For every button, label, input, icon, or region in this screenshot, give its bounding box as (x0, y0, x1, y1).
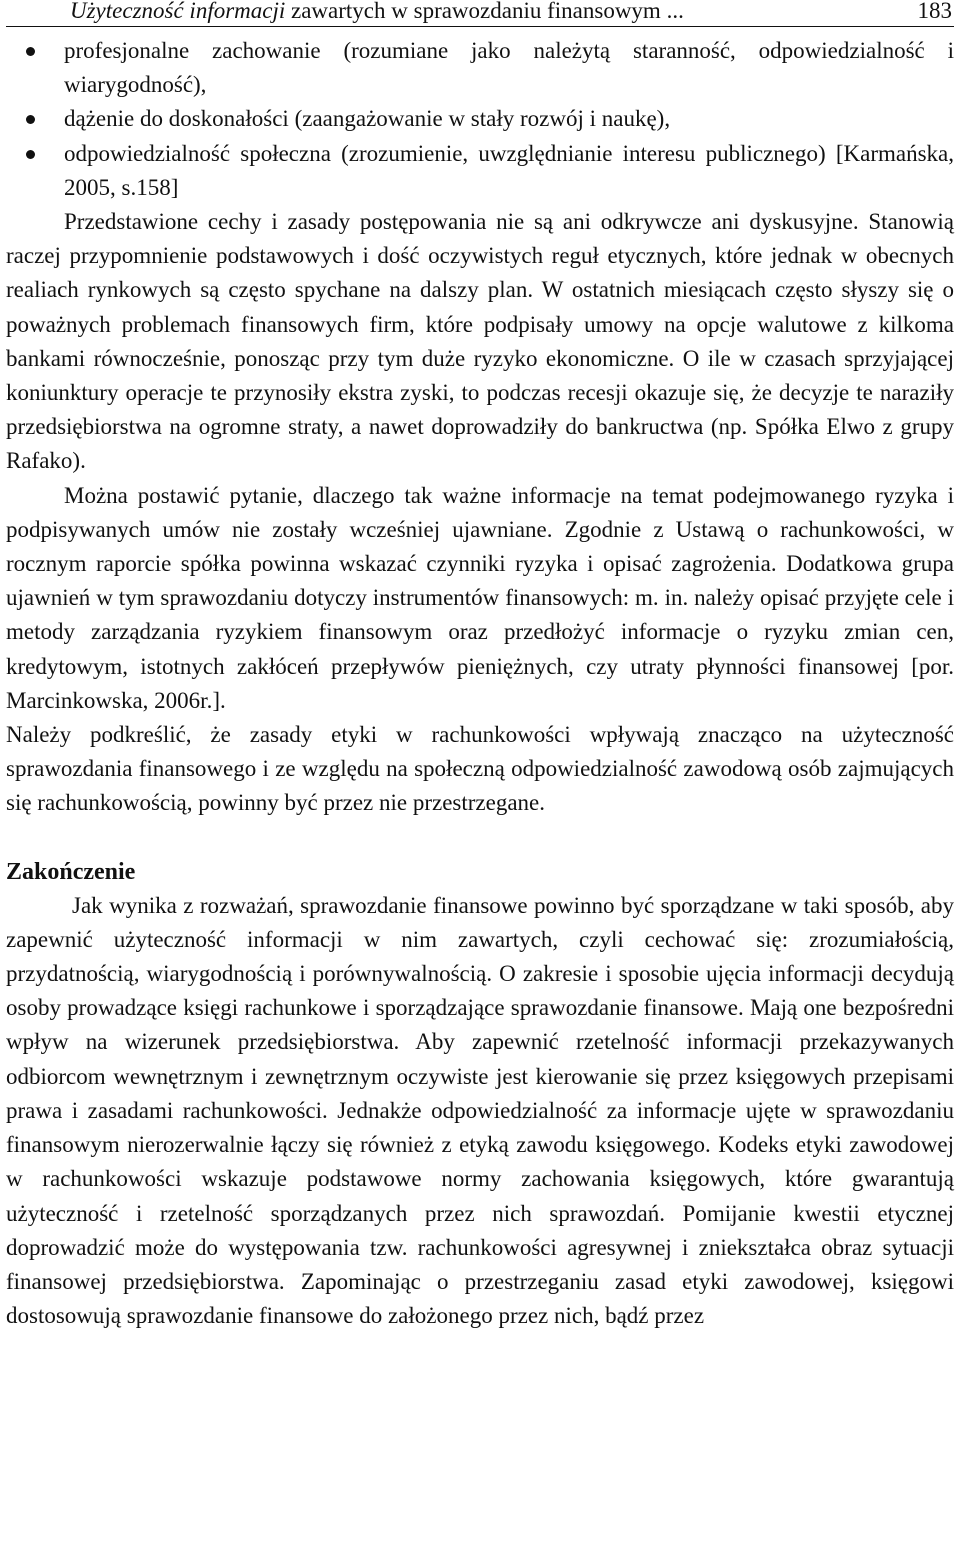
body-paragraph: Przedstawione cechy i zasady postępowania nie są ani odkrywcze ani dyskusyjne. Stanowią raczej przypomnienie podstawowych i dość oczywistych reguł etycznych, które jednak w obecnych realiach rynkowych są często spychane na dalszy plan. W ostatnich miesiącach często słyszy się o poważnych problemach finansowych firm, które podpisały umowy na opcje walutowe z kilkoma bankami równocześnie, ponosząc przy tym duże ryzyko ekonomiczne. O ile w czasach sprzyjającej koniunktury operacje te przynosiły ekstra zyski, to podczas recesji okazuje się, że decyzje te naraziły przedsiębiorstwa na ogromne straty, a nawet doprowadziły do bankructwa (np. Spółka Elwo z grupy Rafako). (6, 209, 954, 474)
bullet-list (6, 34, 954, 205)
bullet-icon (26, 47, 35, 56)
body-paragraph: Można postawić pytanie, dlaczego tak ważne informacje na temat podejmowanego ryzyka i podpisywanych umów nie zostały wcześniej ujawniane. Zgodnie z Ustawą o rachunkowości, w rocznym raporcie spółka powinna wskazać czynniki ryzyka i opisać zagrożenia. Dodatkowa grupa ujawnień w tym sprawozdaniu dotyczy instrumentów finansowych: m. in. należy opisać przyjęte cele i metody zarządzania ryzykiem finansowym oraz przedłożyć informacje o ryzyku zmian cen, kredytowym, istotnych zakłóceń przepływów pieniężnych, czy utraty płynności finansowej [por. Marcinkowska, 2006r.]. (6, 482, 954, 713)
section-heading: Zakończenie (6, 858, 136, 885)
bullet-text: odpowiedzialność społeczna (zrozumienie, uwzględnianie interesu publicznego) [Karmańska, 2005, s.158] (64, 140, 954, 200)
running-header (6, 0, 954, 27)
bullet-item (6, 102, 954, 136)
running-title (70, 0, 684, 24)
bullet-text: profesjonalne zachowanie (rozumiane jako należytą staranność, odpowiedzialność i wiarygodność), (64, 38, 954, 98)
bullet-icon (26, 115, 35, 124)
page-body (6, 34, 954, 1333)
running-title-rest: zawartych w sprawozdaniu finansowym ... (285, 0, 684, 23)
running-title-italic: Użyteczność informacji (70, 0, 286, 23)
bullet-item (6, 137, 954, 205)
page-number: 183 (917, 0, 952, 23)
section-paragraph: Jak wynika z rozważań, sprawozdanie finansowe powinno być sporządzane w taki sposób, aby zapewnić użyteczność informacji w nim zawartych, czyli cechować się: zrozumiałością, przydatnością, wiarygodnością i porównywalnością. O zakresie i sposobie ujęcia informacji decydują osoby prowadzące księgi rachunkowe i sporządzające sprawozdanie finansowe. Mają one bezpośredni wpływ na wizerunek przedsiębiorstwa. Aby zapewnić rzetelność informacji przekazywanych odbiorcom wewnętrznym i zewnętrznym oczywiste jest kierowanie się przez księgowych przepisami prawa i zasadami rachunkowości. Jednakże odpowiedzialność za informacje ujęte w sprawozdaniu finansowym nierozerwalnie łączy się również z etyką zawodu księgowego. Kodeks etyki zawodowej w rachunkowości wskazuje podstawowe normy zachowania księgowych, które gwarantują użyteczność i rzetelność sporządzanych przez nich sprawozdań. Pomijanie kwestii etycznej doprowadzić może do występowania tzw. rachunkowości agresywnej i zniekształca obraz sytuacji finansowej przedsiębiorstwa. Zapominając o przestrzeganiu zasad etyki zawodowej, księgowi dostosowują sprawozdanie finansowe do założonego przez nich, bądź przez (6, 892, 954, 1329)
bullet-item (6, 34, 954, 102)
body-paragraph: Należy podkreślić, że zasady etyki w rachunkowości wpływają znacząco na użyteczność sprawozdania finansowego i ze względu na społeczną odpowiedzialność zawodową osób zajmujących się rachunkowością, powinny być przez nie przestrzegane. (6, 722, 954, 816)
bullet-text: dążenie do doskonałości (zaangażowanie w stały rozwój i naukę), (64, 106, 671, 132)
bullet-icon (26, 150, 35, 159)
